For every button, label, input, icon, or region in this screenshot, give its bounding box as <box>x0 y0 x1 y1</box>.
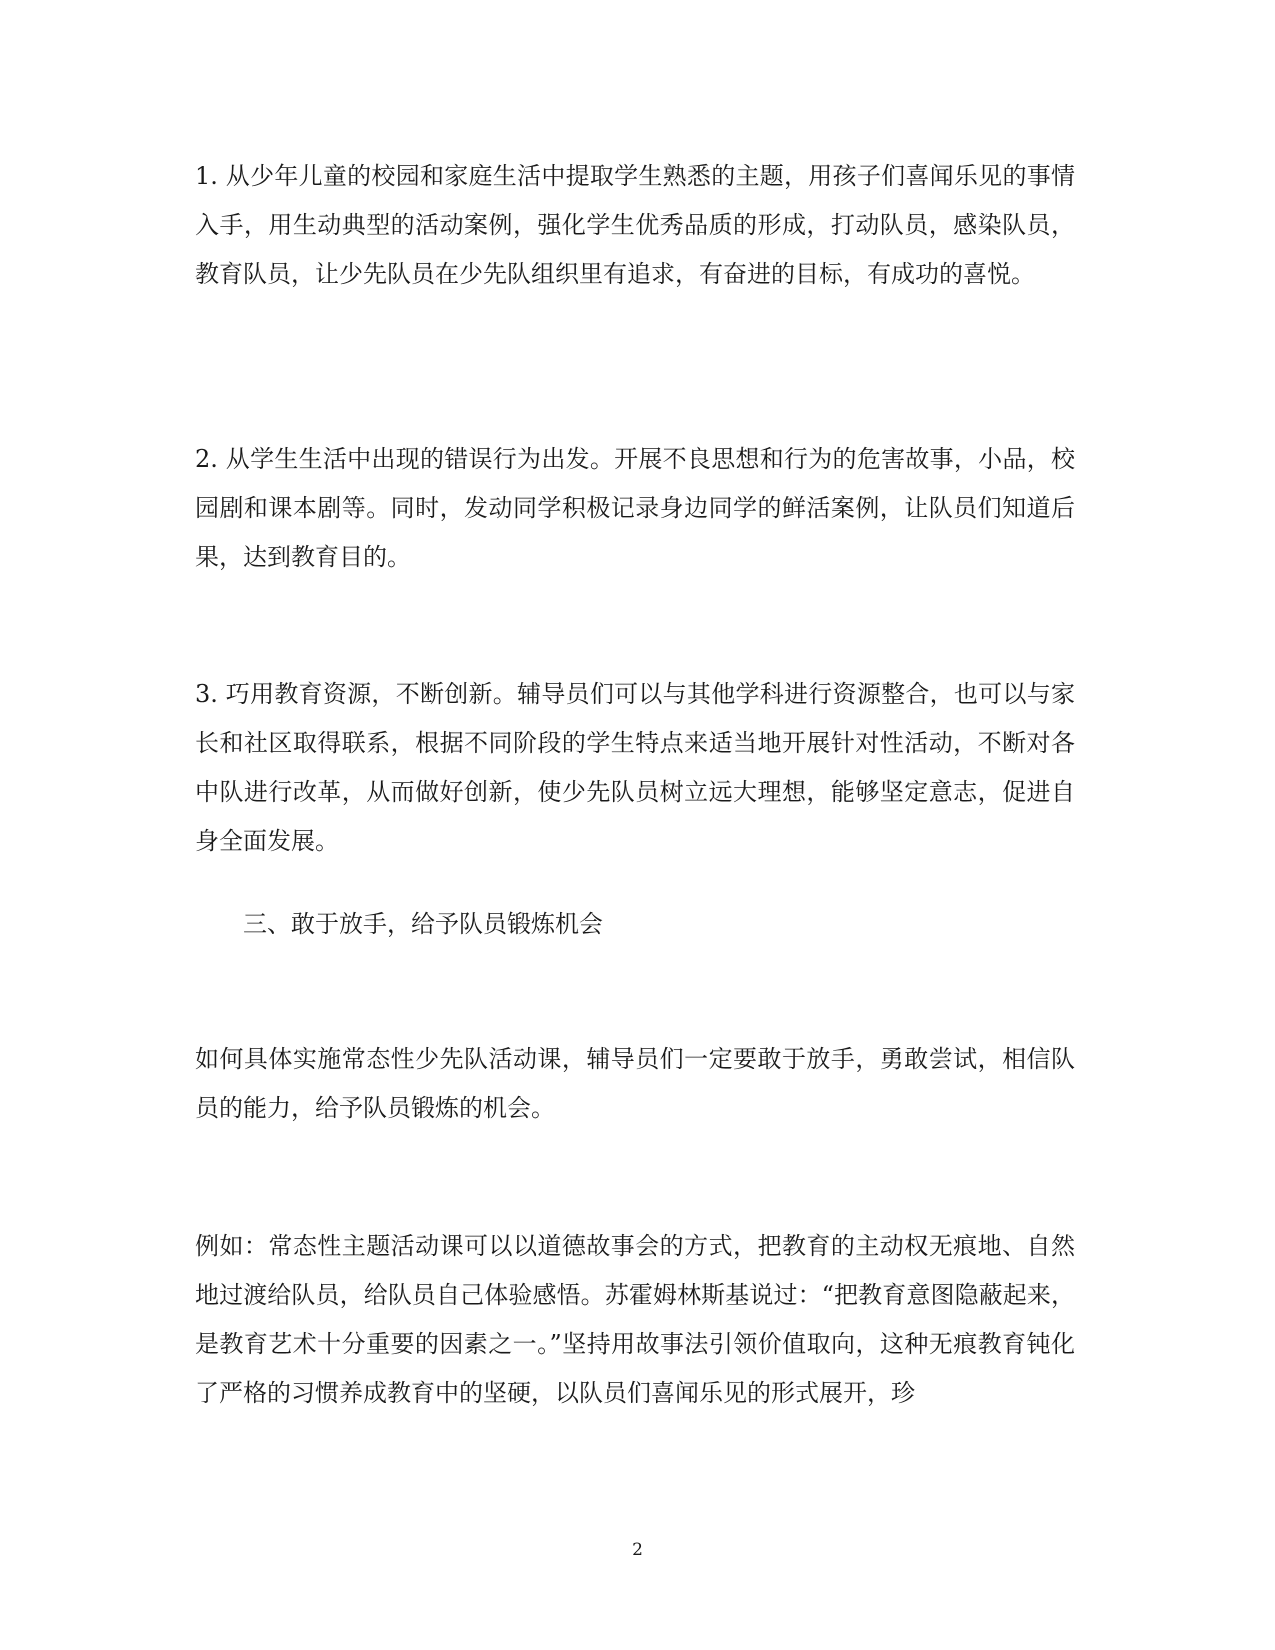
paragraph-2: 2. 从学生生活中出现的错误行为出发。开展不良思想和行为的危害故事，小品，校园剧和课本剧等。同时，发动同学积极记录身边同学的鲜活案例，让队员们知道后果，达到教育目的。 <box>195 445 1075 571</box>
paragraph-3: 3. 巧用教育资源，不断创新。辅导员们可以与其他学科进行资源整合，也可以与家长和社区取得联系，根据不同阶段的学生特点来适当地开展针对性活动，不断对各中队进行改革，从而做好创新，使少先队员树立远大理想，能够坚定意志，促进自身全面发展。 <box>195 680 1075 855</box>
page-number: 2 <box>632 1540 643 1560</box>
section-heading: 三、敢于放手，给予队员锻炼机会 <box>243 910 603 938</box>
paragraph-4: 如何具体实施常态性少先队活动课，辅导员们一定要敢于放手，勇敢尝试，相信队员的能力，给予队员锻炼的机会。 <box>195 1045 1075 1122</box>
paragraph-1: 1. 从少年儿童的校园和家庭生活中提取学生熟悉的主题，用孩子们喜闻乐见的事情入手，用生动典型的活动案例，强化学生优秀品质的形成，打动队员，感染队员，教育队员，让少先队员在少先队组织里有追求，有奋进的目标，有成功的喜悦。 <box>195 162 1075 288</box>
paragraph-5: 例如：常态性主题活动课可以以道德故事会的方式，把教育的主动权无痕地、自然地过渡给队员，给队员自己体验感悟。苏霍姆林斯基说过：“把教育意图隐蔽起来，是教育艺术十分重要的因素之一。”坚持用故事法引领价值取向，这种无痕教育钝化了严格的习惯养成教育中的坚硬，以队员们喜闻乐见的形式展开，珍 <box>195 1232 1075 1407</box>
